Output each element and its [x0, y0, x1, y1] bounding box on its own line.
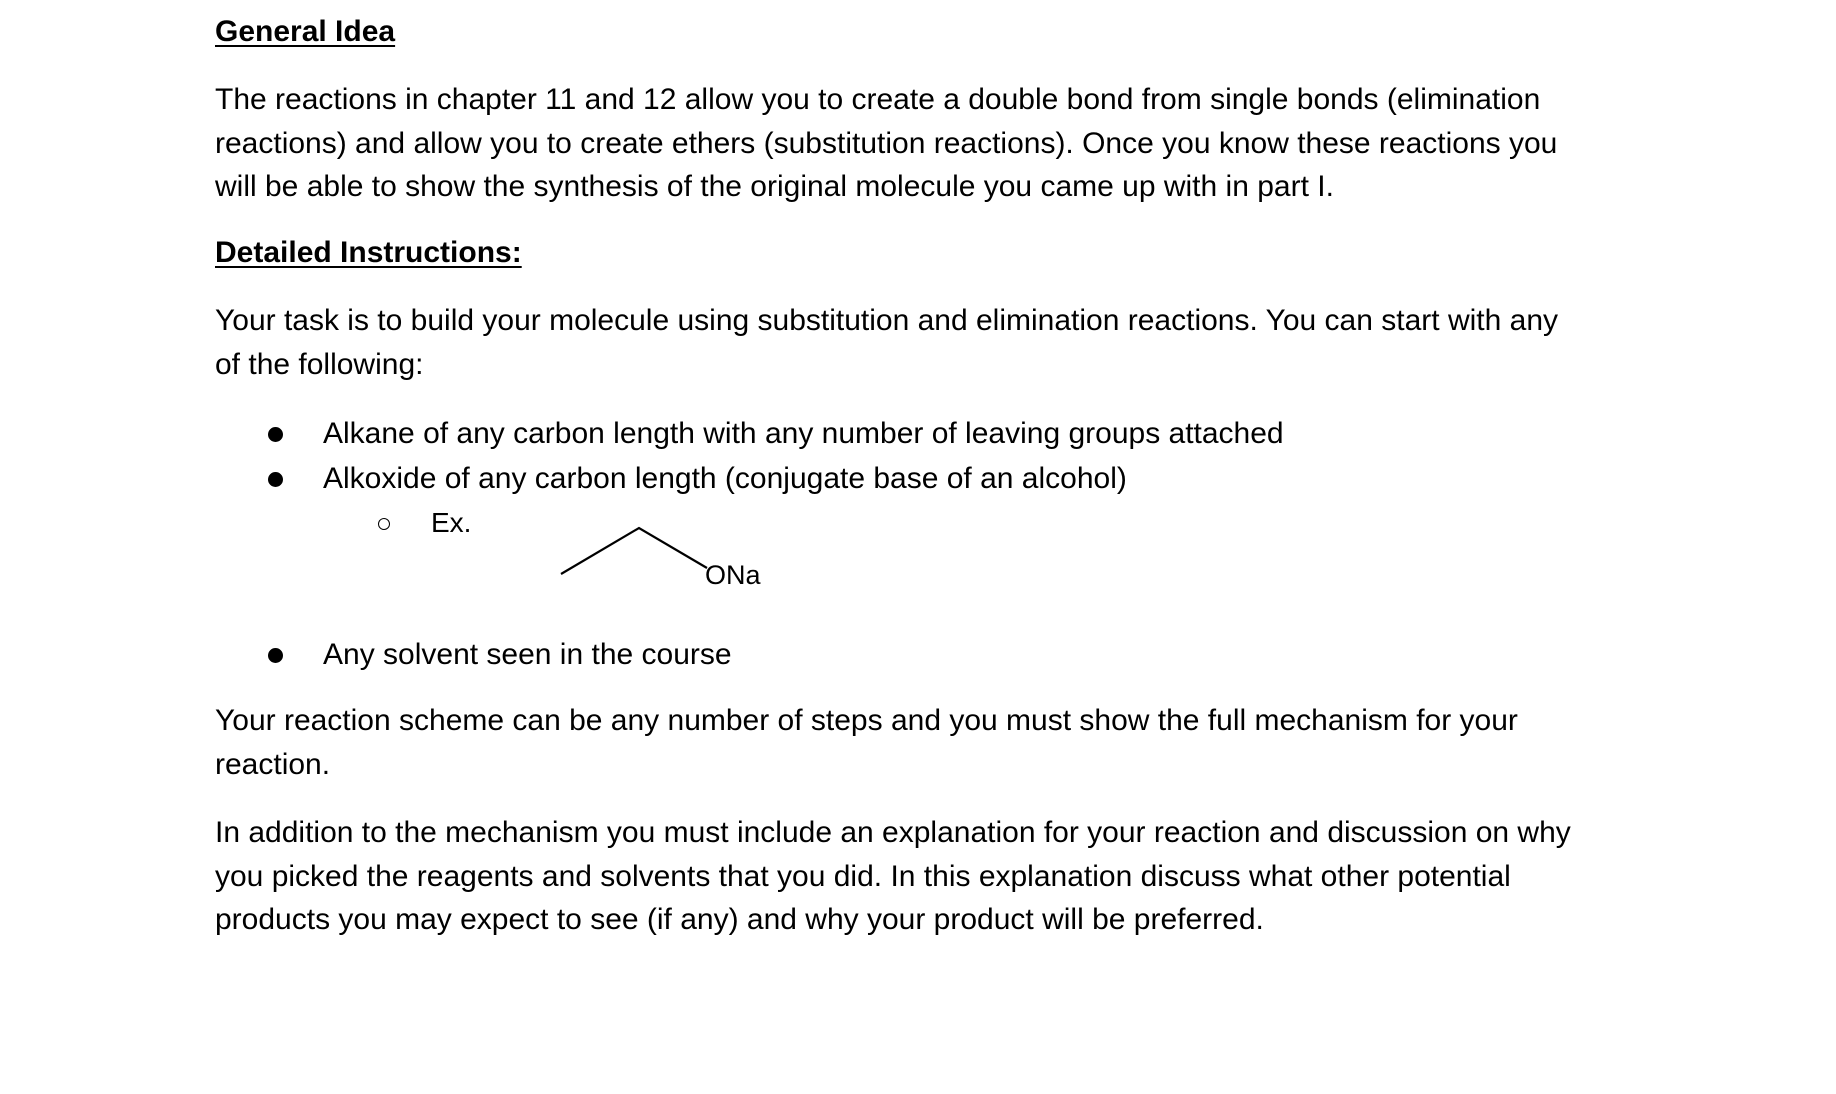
paragraph-line: will be able to show the synthesis of the original molecule you came up with in part I.	[215, 170, 1334, 203]
paragraph-task-intro	[215, 299, 1605, 386]
paragraph-explanation	[215, 811, 1605, 942]
paragraph-line: products you may expect to see (if any) and why your product will be preferred.	[215, 903, 1264, 936]
paragraph-line: Your task is to build your molecule using substitution and elimination reactions. You can start with any	[215, 304, 1558, 337]
molecule-label-ona: ONa	[705, 560, 761, 590]
heading-general-idea: General Idea	[215, 15, 396, 48]
hollow-bullet-icon	[378, 518, 390, 530]
bullet-icon	[268, 427, 283, 442]
heading-detailed-instructions: Detailed Instructions:	[215, 236, 522, 269]
paragraph-line: The reactions in chapter 11 and 12 allow you to create a double bond from single bonds (elimination	[215, 83, 1541, 116]
paragraph-reaction-scheme	[215, 699, 1605, 786]
bullet-icon	[268, 648, 283, 663]
sodium-ethoxide-structure	[555, 516, 775, 596]
list-item-alkane: Alkane of any carbon length with any number of leaving groups attached	[323, 417, 1284, 450]
sub-list-item-example: Ex.	[431, 507, 472, 538]
paragraph-line: reaction.	[215, 747, 331, 781]
paragraph-line: reactions) and allow you to create ethers (substitution reactions). Once you know these reactions you	[215, 126, 1558, 160]
paragraph-line: of the following:	[215, 347, 424, 381]
list-item-alkoxide: Alkoxide of any carbon length (conjugate base of an alcohol)	[323, 462, 1127, 495]
paragraph-line: In addition to the mechanism you must include an explanation for your reaction and discussion on why	[215, 816, 1571, 849]
paragraph-line: Your reaction scheme can be any number of steps and you must show the full mechanism for your	[215, 704, 1518, 737]
paragraph-general-idea	[215, 78, 1605, 209]
list-item-solvent: Any solvent seen in the course	[323, 638, 732, 671]
paragraph-line: you picked the reagents and solvents that you did. In this explanation discuss what other potential	[215, 859, 1511, 893]
molecule-bond-lines	[561, 528, 707, 574]
bullet-icon	[268, 472, 283, 487]
